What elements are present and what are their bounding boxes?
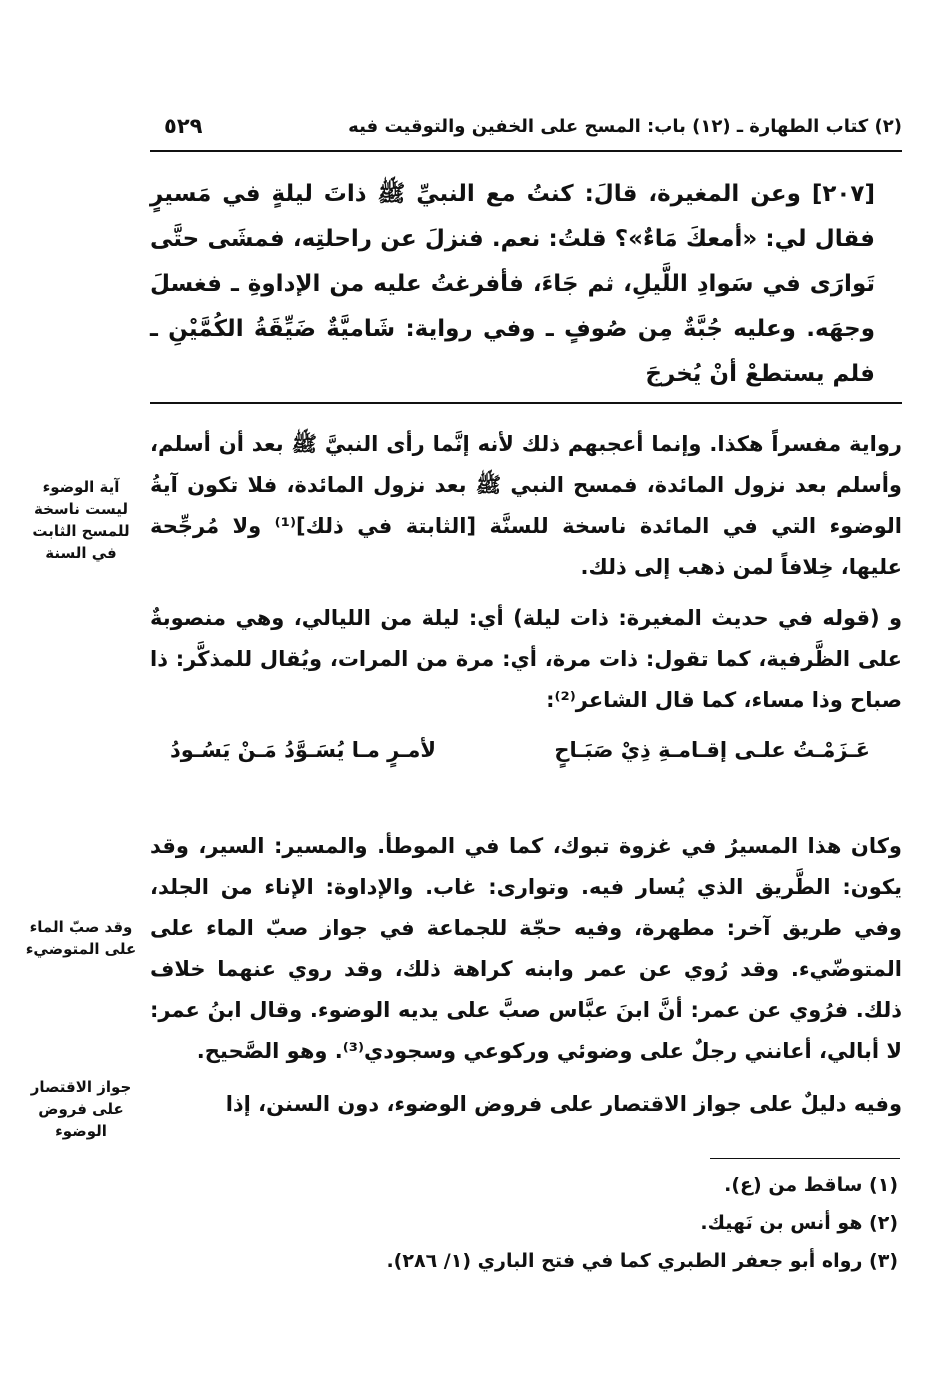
margin-note: جواز الاقتصار على فروض الوضوء <box>30 1078 132 1140</box>
verse-hemistich-second: لأمـرٍ مـا يُسَـوَّدُ مَـنْ يَسُـودُ <box>170 738 437 762</box>
verse-hemistich-first: عَـزَمْـتُ علـى إقـامـةِ ذِيْ صَبَـاحٍ <box>554 738 870 762</box>
header-rule <box>150 150 902 152</box>
page-number: ٥٢٩ <box>164 114 203 138</box>
running-header <box>150 112 902 150</box>
commentary-paragraph: وفيه دليلٌ على جواز الاقتصار على فروض الوضوء، دون السنن، إذا <box>225 1092 902 1116</box>
hadith-text: [٢٠٧] وعن المغيرة، قالَ: كنتُ مع النبيِّ ﷺ ذاتَ ليلةٍ في مَسيرٍ فقال لي: «أمعكَ مَاءٌ»؟ قلتُ: نعم. فنزلَ عن راحلتِه، فمشَى حتَّى تَوارَى في سَوادِ اللَّيلِ، ثم جَاءَ، فأفرغتُ عليه من الإداوةِ ـ فغسلَ وجهَه. وعليه جُبَّةٌ مِن صُوفٍ ـ وفي رواية: شَاميَّةٌ ضَيِّقَةُ الكُمَّيْنِ ـ فلم يستطعْ أنْ يُخرجَ <box>150 181 875 387</box>
commentary-paragraph: و (قوله في حديث المغيرة: ذات ليلة) أي: ليلة من الليالي، وهي منصوبةٌ على الظَّرفية، كما تقول: ذات مرة، أي: مرة من المرات، ويُقال للمذكَّر: ذا صباح وذا مساء، كما قال الشاعر⁽²⁾: <box>150 606 902 712</box>
commentary-block <box>150 424 902 731</box>
footnote: (٣) رواه أبو جعفر الطبري كما في فتح الباري (١/ ٢٨٦). <box>386 1250 898 1272</box>
margin-note: آية الوضوء ليست ناسخة للمسح الثابت في السنة <box>32 478 130 562</box>
footnote: (١) ساقط من (ع). <box>724 1174 898 1196</box>
footnote-rule <box>710 1158 900 1159</box>
section-divider <box>150 402 902 404</box>
commentary-block <box>150 826 902 1137</box>
commentary-paragraph: وكان هذا المسيرُ في غزوة تبوك، كما في الموطأ. والمسير: السير، وقد يكون: الطَّريق الذي يُسار فيه. وتوارى: غاب. والإداوة: الإناء من الجلد، وفي طريق آخر: مطهرة، وفيه حجّة للجماعة في جواز صبّ الماء على المتوضّيء. وقد رُوي عن عمر وابنه كراهة ذلك، وقد روي عنهما خلاف ذلك. فرُوي عن عمر: أنَّ ابنَ عبَّاس صبَّ على يديه الوضوء. وقال ابنُ عمر: لا أبالي، أعانني رجلٌ على وضوئي وركوعي وسجودي⁽³⁾. وهو الصَّحيح. <box>150 834 902 1063</box>
margin-note: وقد صبّ الماء على المتوضيء <box>25 918 137 958</box>
commentary-paragraph: رواية مفسراً هكذا. وإنما أعجبهم ذلك لأنه إنَّما رأى النبيَّ ﷺ بعد أن أسلم، وأسلم بعد نزول المائدة، فمسح النبي ﷺ بعد نزول المائدة، فلا تكون آيةُ الوضوء التي في المائدة ناسخة للسنَّة [الثابتة في ذلك]⁽¹⁾ ولا مُرجِّحة عليها، خِلافاً لمن ذهب إلى ذلك. <box>150 432 902 579</box>
footnote: (٢) هو أنس بن نَهيك. <box>700 1212 898 1234</box>
footnotes <box>250 1166 898 1280</box>
chapter-title: (٢) كتاب الطهارة ـ (١٢) باب: المسح على الخفين والتوقيت فيه <box>348 116 902 137</box>
poetry-verse <box>170 738 870 782</box>
